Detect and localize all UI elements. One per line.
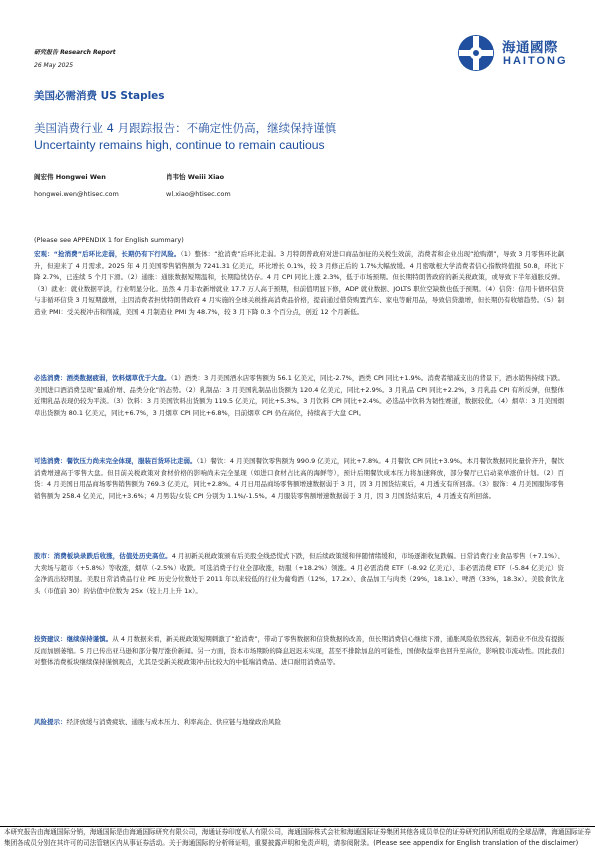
appendix-note: (Please see APPENDIX 1 for English summary): [34, 236, 184, 244]
footer-disclaimer: 本研究报告由海通国际分销，海通国际是由海通国际研究有限公司，海通证券印度私人有限公司，海通国际株式会社和海通国际证券集团其他各成员单位的证券研究团队所组成的全球品牌，海通国际证券集团各成员分别在其许可的司法管辖区内从事证券活动。关于海通国际的分析师证明，重要披露声明和免责声明，请参阅附录。(Please see appendix for English translation of the disclaimer): [4, 828, 591, 847]
paragraph-lead: 股市：消费板块录跌后收涨，估值处历史高位。: [34, 552, 172, 560]
author-email[interactable]: hongwei.wen@htisec.com: [34, 190, 119, 198]
paragraph-lead: 投资建议：继续保持谨慎。: [34, 635, 113, 643]
paragraph-body: 经济放缓与消费疲软、通胀与成本压力、利率高企、供应链与地缘政治风险: [66, 718, 281, 726]
macro-paragraph: [34, 249, 564, 318]
paragraph-body: （1）餐饮：4 月美国餐饮零售额为 990.9 亿美元，同比+7.8%。4 月餐饮 CPI 同比+3.9%。本月餐饮数据同比量价齐升，餐饮消费增速高于零售大盘。但目前关税政策对食材价格的影响尚未完全显现（如进口食材占比高的海鲜等），预计后期餐饮成本压力将加速释放，部分餐厅已启动菜单涨价计划。（2）百货：4 月美国日用品商场零售销售额为 769.3 亿美元，同比+2.8%。4 月日用品商场零售额增速数据弱于 3 月，因 3 月国货结束后，4 月透支有所回落。（3）服饰：4 月美国服饰零售销售额为 258.4 亿美元，同比+3.6%；4 月男装/女装 CPI 分别为 1.1%/-1.5%。4 月服装零售额增速数据弱于 3 月，因 3 月国货结束后，4 月透支有所回落。: [34, 457, 564, 500]
logo-english-text: HAITONG: [503, 55, 568, 67]
paragraph-lead: 可选消费：餐饮压力尚未完全体现，服装百货环比走弱。: [34, 457, 197, 465]
report-date: 26 May 2025: [34, 62, 74, 69]
sector-label: 美国必需消费 US Staples: [34, 90, 165, 102]
haitong-logo: [456, 33, 568, 73]
logo-chinese-text: 海通國際: [502, 40, 558, 56]
author-name: 阎宏伟 Hongwei Wen: [34, 173, 106, 181]
discretionary-paragraph: [34, 456, 564, 502]
paragraph-body: （1）酒类：3 月美国酒水店零售额为 56.1 亿美元，同比-2.7%，酒类 CPI 同比+1.9%。消费者缩减支出的背景下，酒水销售持续下跌。美国进口酒消费呈现“量减价增、品类分化”的态势。（2）乳制品：3 月美国乳制品出货额为 120.4 亿美元，同比+2.9%。3 月乳品 CPI 同比+2.2%，3 月乳品 CPI 有所反弹，但整体近期乳品表现仍较为平淡。（3）饮料：3 月美国饮料出货额为 119.5 亿美元，同比+5.3%。3 月饮料 CPI 同比+2.4%。必选品中饮料为韧性赛道，数据较优。（4）烟草：3 月美国烟草出货额为 80.1 亿美元，同比+6.7%，3 月烟草 CPI 同比+6.8%，目前烟草 CPI 仍在高位，持续高于大盘 CPI。: [34, 374, 564, 417]
risk-warning-paragraph: [34, 717, 564, 729]
paragraph-body: 从 4 月数据来看，新关税政策短期刺激了“抢消费”，带动了零售数据和信贷数据的改善，但长期消费信心继续下滑，通胀风险依然较高，制造业不但没有提振反而加剧萎缩。5 月已传出亚马逊和部分餐厅涨价新闻。另一方面，资本市场期盼的降息迟迟未实现，甚至不排除加息的可能性，国债收益率也回升至高位，影响股市流动性。因此我们对整体消费板块继续保持谨慎观点，尤其是受新关税政策冲击比较大的中低端消费品、进口耐用消费品等。: [34, 635, 564, 666]
author-name: 肖韦怡 Weiii Xiao: [166, 173, 225, 181]
haitong-emblem-icon: [456, 33, 496, 73]
paragraph-lead: 宏观：“抢消费”后环比走弱，长期仍有下行风险。: [34, 250, 181, 258]
paragraph-lead: 风险提示：: [34, 718, 67, 726]
report-title-chinese: 美国消费行业 4 月跟踪报告：不确定性仍高，继续保持谨慎: [34, 121, 337, 135]
paragraph-body: （1）整体：“抢消费”后环比走弱。3 月特朗普政府对进口商品加征的关税生效前，消费者和企业出现“抢购潮”，导致 3 月零售环比飙升，但迎来了 4 月需求。2025 年 4 月美国零售销售额为 7241.31 亿美元，环比增长 0.1%，较 3 月修正后的 1.7%大幅放缓。4 月密歇根大学消费者信心指数终值报 50.8，环比下降 2.7%，已连续 5 个月下滑。（2）通胀：通胀数据短期温和，长期隐忧仍存。4 月 CPI 同比上涨 2.3%，低于市场预期。但长期特朗普政府的新关税政策，或导致下半年通胀反弹。（3）就业：就业数据平淡，行业明显分化。虽然 4 月非农新增就业 17.7 万人高于预期，但前值明显下修，ADP 就业数据、JOLTS 职位空缺数也低于预期。（4）信贷：信用卡债环信贷与非循环信贷 3 月短期激增，主因消费者担忧特朗普政府 4 月实施的全球关税推高消费品价格，提前通过借贷购置汽车、家电等耐用品，导致信贷激增，但长期仍有收缩趋势。（5）制造业 PMI：受关税冲击和削减，美国 4 月制造业 PMI 为 48.7%，较 3 月下降 0.3 个百分点，创近 12 个月新低。: [34, 250, 564, 316]
report-title-english: Uncertainty remains high, continue to remain cautious: [34, 138, 325, 152]
stock-market-paragraph: [34, 551, 564, 597]
staples-paragraph: [34, 373, 564, 419]
investment-advice-paragraph: [34, 634, 564, 669]
paragraph-body: 4 月初新关税政策颁布后美股全线恐慌式下跌，但后续政策缓和伴随情绪缓和，市场逐渐收复跌幅。日常消费行业食品零售（+7.1%）、大卖场与超市（+5.8%）等收涨，烟草（-2.5%）收跌。可选消费子行业全部收涨，纺服（+18.2%）领涨。4 月必需消费 ETF（-8.92 亿美元）、非必需消费 ETF（-5.84 亿美元）资金净流出较明显。美股日常消费品行业 PE 历史分位数处于 2011 年以来较低的行业为葡萄酒（12%，17.2x）、食品加工与肉类（29%，18.1x）、啤酒（33%，18.3x）。美股食饮龙头（市值前 30）的估值中位数为 25x（较上月上升 1x）。: [34, 552, 564, 595]
paragraph-lead: 必选消费：酒类数据疲弱，饮料烟草优于大盘。: [34, 374, 171, 382]
author-email[interactable]: wl.xiao@htisec.com: [166, 190, 231, 198]
report-type-label: 研究报告 Research Report: [34, 49, 116, 56]
